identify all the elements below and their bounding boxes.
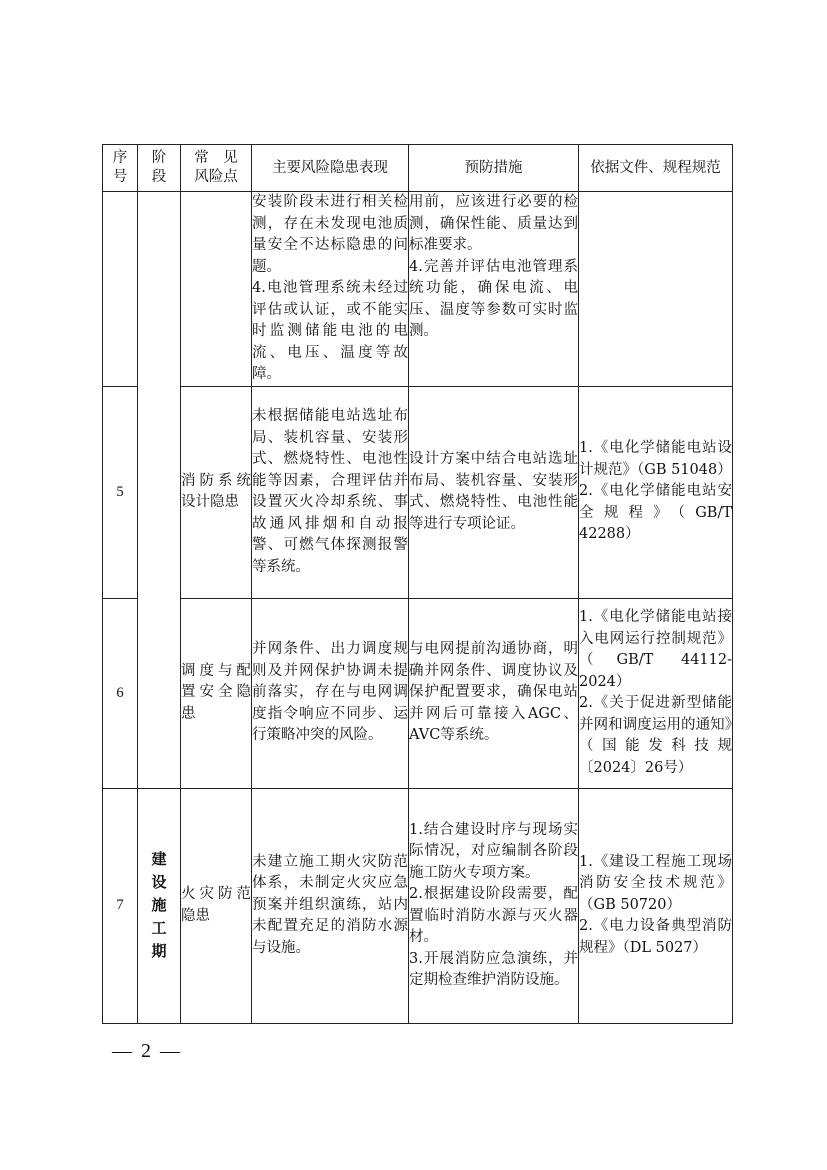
- row-prevention: 用前，应该进行必要的检测，确保性能、质量达到标准要求。 4.完善并评估电池管理系统功能，确保电流、电压、温度等参数可实时监测。: [409, 192, 579, 387]
- row-seq: [103, 192, 138, 387]
- row-basis: 1.《电化学储能电站接入电网运行控制规范》（GB/T 44112-2024） 2.《关于促进新型储能并网和调度运用的通知》（国能发科技规〔2024〕26号）: [579, 598, 733, 788]
- row-seq: 7: [103, 788, 138, 1023]
- row-prevention: 1.结合建设时序与现场实际情况，对应编制各阶段施工防火专项方案。 2.根据建设阶段需要，配置临时消防水源与灭火器材。 3.开展消防应急演练，并定期检查维护消防设施。: [409, 788, 579, 1023]
- stage-cell-design: [138, 192, 181, 789]
- row-manifestation: 安装阶段未进行相关检测，存在未发现电池质量安全不达标隐患的问题。 4.电池管理系统未经过评估或认证，或不能实时监测储能电池的电流、电压、温度等故障。: [252, 192, 409, 387]
- table-row: [103, 386, 733, 598]
- header-risk-point: 常 见 风险点: [181, 145, 252, 192]
- header-stage: 阶 段: [138, 145, 181, 192]
- table-header-row: [103, 145, 733, 192]
- page-number: — 2 —: [112, 1040, 182, 1062]
- row-prevention: 与电网提前沟通协商，明确并网条件、调度协议及保护配置要求，确保电站并网后可靠接入AGC、AVC等系统。: [409, 598, 579, 788]
- header-manifestation: 主要风险隐患表现: [252, 145, 409, 192]
- row-manifestation: 并网条件、出力调度规则及并网保护协调未提前落实，存在与电网调度指令响应不同步、运行策略冲突的风险。: [252, 598, 409, 788]
- header-prevention: 预防措施: [409, 145, 579, 192]
- header-basis: 依据文件、规程规范: [579, 145, 733, 192]
- row-basis: 1.《建设工程施工现场消防安全技术规范》（GB 50720） 2.《电力设备典型消防规程》（DL 5027）: [579, 788, 733, 1023]
- row-seq: 6: [103, 598, 138, 788]
- row-basis: 1.《电化学储能电站设计规范》（GB 51048） 2.《电化学储能电站安全规程》（GB/T 42288）: [579, 386, 733, 598]
- row-prevention: 设计方案中结合电站选址布局、装机容量、安装形式、燃烧特性、电池性能等进行专项论证。: [409, 386, 579, 598]
- row-risk-point: 火灾防范隐患: [181, 788, 252, 1023]
- row-manifestation: 未根据储能电站选址布局、装机容量、安装形式、燃烧特性、电池性能等因素，合理评估并设置灭火冷却系统、事故通风排烟和自动报警、可燃气体探测报警等系统。: [252, 386, 409, 598]
- row-manifestation: 未建立施工期火灾防范体系，未制定火灾应急预案并组织演练，站内未配置充足的消防水源与设施。: [252, 788, 409, 1023]
- row-seq: 5: [103, 386, 138, 598]
- table-row: [103, 788, 733, 1023]
- header-seq: 序 号: [103, 145, 138, 192]
- risk-table: [102, 144, 733, 1024]
- table-row: [103, 192, 733, 387]
- row-risk-point: [181, 192, 252, 387]
- row-risk-point: 消防系统设计隐患: [181, 386, 252, 598]
- stage-cell-construction: 建 设 施 工 期: [138, 788, 181, 1023]
- row-risk-point: 调度与配置安全隐患: [181, 598, 252, 788]
- row-basis: [579, 192, 733, 387]
- table-row: [103, 598, 733, 788]
